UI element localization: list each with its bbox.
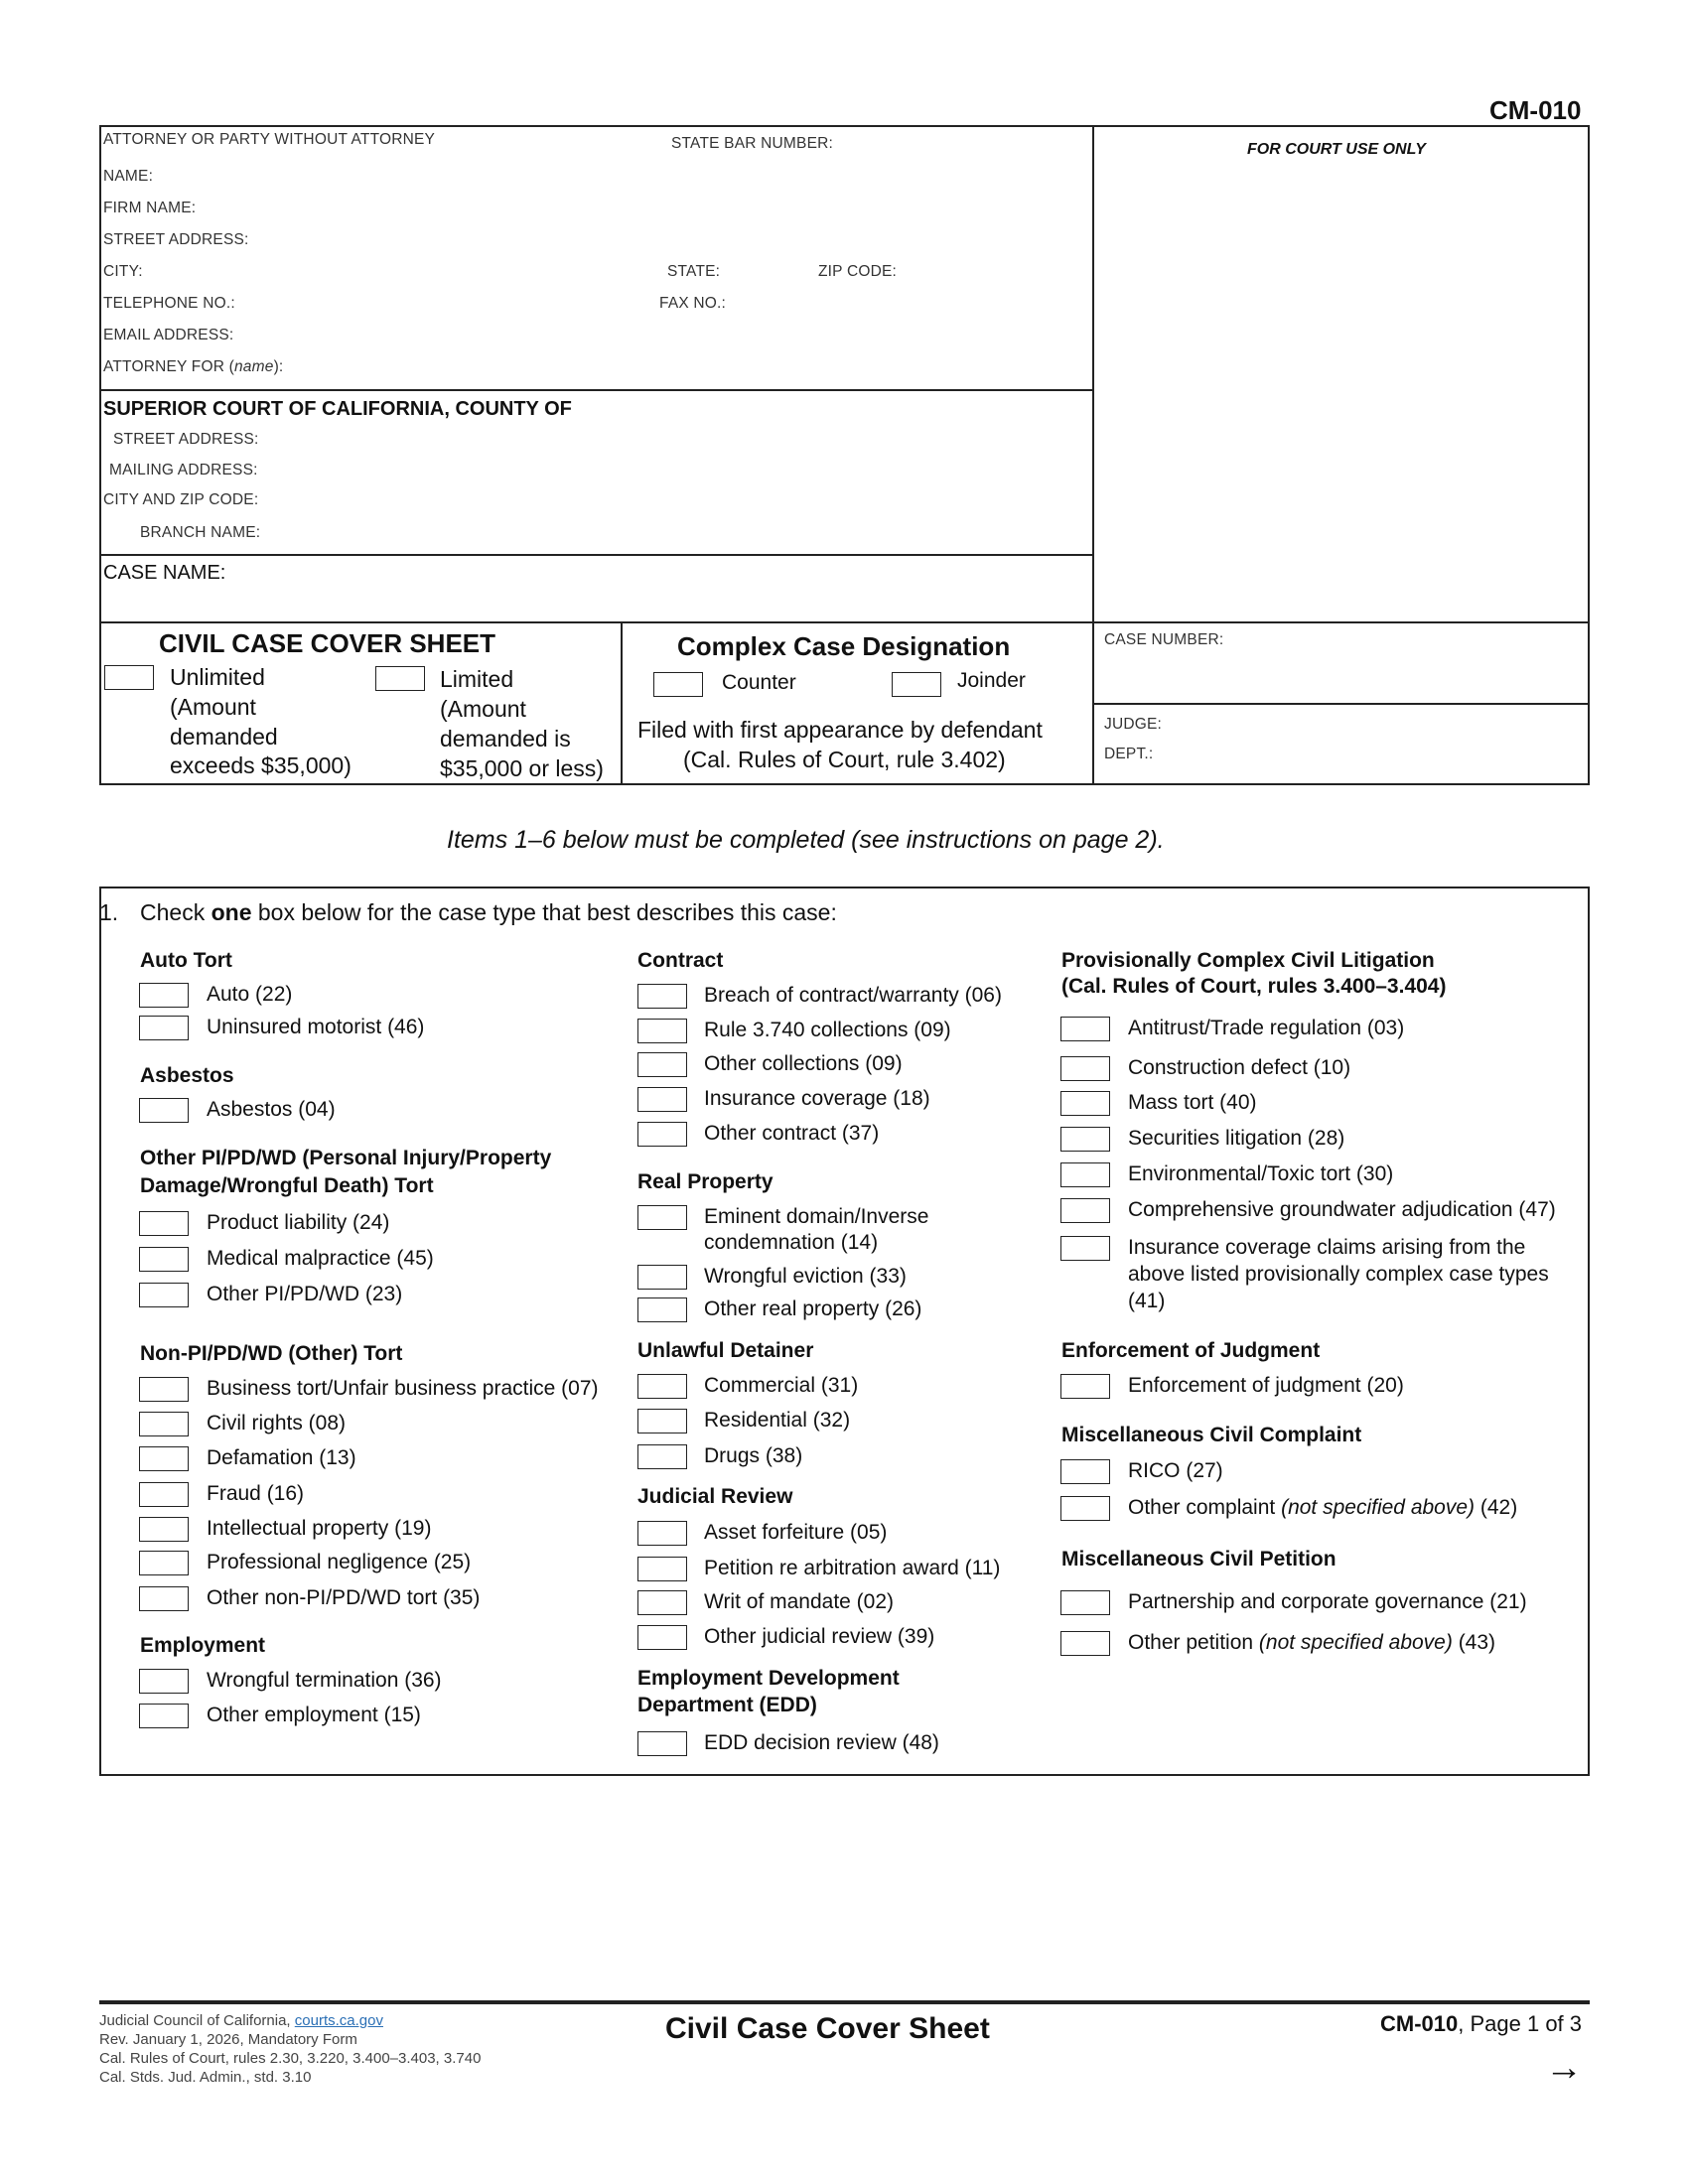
edd-heading-1: Employment Development <box>637 1667 900 1690</box>
court-mailing-label: MAILING ADDRESS: <box>109 462 258 478</box>
asset-forfeiture-label: Asset forfeiture (05) <box>704 1521 888 1544</box>
wrongful-termination-checkbox[interactable] <box>139 1669 189 1694</box>
product-liability-label: Product liability (24) <box>207 1211 390 1234</box>
fraud-label: Fraud (16) <box>207 1482 305 1505</box>
counter-label: Counter <box>722 671 796 694</box>
email-input[interactable] <box>248 325 1082 344</box>
real-property-heading: Real Property <box>637 1170 774 1193</box>
uninsured-label: Uninsured motorist (46) <box>207 1016 425 1038</box>
other-complaint-italic: (not specified above) <box>1281 1496 1476 1519</box>
partnership-label: Partnership and corporate governance (21) <box>1128 1590 1527 1613</box>
commercial-label: Commercial (31) <box>704 1374 859 1397</box>
drugs-checkbox[interactable] <box>637 1444 687 1469</box>
auto-tort-heading: Auto Tort <box>140 949 232 972</box>
rico-checkbox[interactable] <box>1060 1459 1110 1484</box>
footer-council-text: Judicial Council of California, <box>99 2012 295 2029</box>
business-tort-label: Business tort/Unfair business practice (07) <box>207 1377 599 1400</box>
item1-instruction <box>140 899 837 926</box>
mass-tort-checkbox[interactable] <box>1060 1091 1110 1116</box>
limited-desc-2: demanded is <box>440 726 571 751</box>
intellectual-property-label: Intellectual property (19) <box>207 1517 432 1540</box>
other-complaint-checkbox[interactable] <box>1060 1496 1110 1521</box>
unlimited-label: Unlimited <box>170 664 265 690</box>
other-petition-label <box>1128 1631 1495 1655</box>
divider-casename <box>99 621 1590 623</box>
petition-arbitration-checkbox[interactable] <box>637 1557 687 1581</box>
asset-forfeiture-checkbox[interactable] <box>637 1521 687 1546</box>
items-note: Items 1–6 below must be completed (see instructions on page 2). <box>447 826 1165 854</box>
defamation-checkbox[interactable] <box>139 1446 189 1471</box>
state-bar-label: STATE BAR NUMBER: <box>671 135 834 152</box>
court-branch-input[interactable] <box>273 522 1077 542</box>
court-city-zip-input[interactable] <box>273 489 1077 509</box>
securities-checkbox[interactable] <box>1060 1127 1110 1152</box>
other-real-property-checkbox[interactable] <box>637 1297 687 1322</box>
petition-arbitration-label: Petition re arbitration award (11) <box>704 1557 1001 1579</box>
footer-stds: Cal. Stds. Jud. Admin., std. 3.10 <box>99 2069 312 2086</box>
item1-frame-top <box>99 887 1590 888</box>
street-label: STREET ADDRESS: <box>103 231 249 248</box>
wrongful-termination-label: Wrongful termination (36) <box>207 1669 442 1692</box>
limited-desc-1: (Amount <box>440 696 526 722</box>
complex-note-2: (Cal. Rules of Court, rule 3.402) <box>683 747 1006 772</box>
case-name-input[interactable] <box>103 590 1081 615</box>
limited-desc-3: $35,000 or less) <box>440 755 604 781</box>
other-petition-italic: (not specified above) <box>1258 1631 1453 1654</box>
other-complaint-label <box>1128 1496 1517 1520</box>
other-petition-pre: Other petition <box>1128 1631 1259 1654</box>
state-bar-input[interactable] <box>854 133 1082 153</box>
other-collections-checkbox[interactable] <box>637 1052 687 1077</box>
other-complaint-pre: Other complaint <box>1128 1496 1282 1519</box>
civil-rights-label: Civil rights (08) <box>207 1412 347 1434</box>
cover-title: CIVIL CASE COVER SHEET <box>159 628 496 658</box>
breach-checkbox[interactable] <box>637 984 687 1009</box>
groundwater-label: Comprehensive groundwater adjudication (47) <box>1128 1198 1556 1221</box>
complex-title: Complex Case Designation <box>677 631 1011 661</box>
zip-input[interactable] <box>906 261 1084 281</box>
breach-label: Breach of contract/warranty (06) <box>704 984 1002 1007</box>
frame-right <box>1588 125 1590 785</box>
judicial-review-heading: Judicial Review <box>637 1485 793 1508</box>
insurance-claims-checkbox[interactable] <box>1060 1236 1110 1261</box>
unlimited-desc-3: exceeds $35,000) <box>170 752 352 778</box>
rule-3740-checkbox[interactable] <box>637 1019 687 1043</box>
antitrust-label: Antitrust/Trade regulation (03) <box>1128 1017 1405 1039</box>
antitrust-checkbox[interactable] <box>1060 1017 1110 1041</box>
other-petition-post: (43) <box>1452 1631 1496 1654</box>
attorney-header: ATTORNEY OR PARTY WITHOUT ATTORNEY <box>103 131 436 148</box>
limited-checkbox[interactable] <box>375 666 425 691</box>
auto-label: Auto (22) <box>207 983 293 1006</box>
eminent-domain-checkbox[interactable] <box>637 1205 687 1230</box>
rico-label: RICO (27) <box>1128 1459 1223 1482</box>
phone-input[interactable] <box>248 293 645 313</box>
judge-input[interactable] <box>1172 714 1579 734</box>
provisional-heading-2: (Cal. Rules of Court, rules 3.400–3.404) <box>1061 975 1447 998</box>
unlimited-checkbox[interactable] <box>104 665 154 690</box>
item1-frame-right <box>1588 887 1590 1776</box>
city-label: CITY: <box>103 263 143 280</box>
other-pi-heading-1: Other PI/PD/WD (Personal Injury/Property <box>140 1147 552 1169</box>
name-label: NAME: <box>103 168 154 185</box>
item1-bold: one <box>211 899 252 925</box>
other-pi-checkbox[interactable] <box>139 1283 189 1307</box>
construction-defect-checkbox[interactable] <box>1060 1056 1110 1081</box>
case-number-label: CASE NUMBER: <box>1104 631 1224 648</box>
next-page-arrow-icon[interactable]: → <box>1545 2047 1583 2089</box>
case-name-label: CASE NAME: <box>103 562 226 584</box>
uninsured-checkbox[interactable] <box>139 1016 189 1040</box>
mass-tort-label: Mass tort (40) <box>1128 1091 1257 1114</box>
other-judicial-review-checkbox[interactable] <box>637 1625 687 1650</box>
attorney-for-prefix: ATTORNEY FOR ( <box>103 358 234 375</box>
other-contract-label: Other contract (37) <box>704 1122 880 1145</box>
firm-label: FIRM NAME: <box>103 200 197 216</box>
rule-3740-label: Rule 3.740 collections (09) <box>704 1019 951 1041</box>
insurance-claims-label-1: Insurance coverage claims arising from the <box>1128 1236 1526 1259</box>
other-non-pi-checkbox[interactable] <box>139 1586 189 1611</box>
other-judicial-review-label: Other judicial review (39) <box>704 1625 935 1648</box>
non-pi-heading: Non-PI/PD/WD (Other) Tort <box>140 1342 403 1365</box>
state-label: STATE: <box>667 263 721 280</box>
footer-form-number: CM-010 <box>1380 2011 1459 2036</box>
footer-title: Civil Case Cover Sheet <box>665 2012 990 2045</box>
other-non-pi-label: Other non-PI/PD/WD tort (35) <box>207 1586 481 1609</box>
auto-checkbox[interactable] <box>139 983 189 1008</box>
state-input[interactable] <box>730 261 809 281</box>
drugs-label: Drugs (38) <box>704 1444 803 1467</box>
counter-checkbox[interactable] <box>653 672 703 697</box>
zip-label: ZIP CODE: <box>818 263 898 280</box>
item1-post: box below for the case type that best describes this case: <box>251 899 837 925</box>
unlimited-desc-1: (Amount <box>170 694 256 720</box>
attorney-for-input[interactable] <box>298 356 1082 376</box>
writ-mandate-label: Writ of mandate (02) <box>704 1590 895 1613</box>
edd-checkbox[interactable] <box>637 1731 687 1756</box>
partnership-checkbox[interactable] <box>1060 1590 1110 1615</box>
other-complaint-post: (42) <box>1475 1496 1518 1519</box>
judge-label: JUDGE: <box>1104 716 1163 733</box>
fax-input[interactable] <box>735 293 1082 313</box>
item1-number: 1. <box>99 899 119 925</box>
asbestos-checkbox[interactable] <box>139 1098 189 1123</box>
dept-label: DEPT.: <box>1104 746 1154 762</box>
intellectual-property-checkbox[interactable] <box>139 1517 189 1542</box>
other-employment-label: Other employment (15) <box>207 1704 421 1726</box>
edd-heading-2: Department (EDD) <box>637 1694 817 1716</box>
item1-frame-bottom <box>99 1774 1590 1776</box>
misc-complaint-heading: Miscellaneous Civil Complaint <box>1061 1424 1362 1446</box>
business-tort-checkbox[interactable] <box>139 1377 189 1402</box>
name-input[interactable] <box>164 166 1077 186</box>
court-title: SUPERIOR COURT OF CALIFORNIA, COUNTY OF <box>103 398 572 420</box>
city-input[interactable] <box>149 261 655 281</box>
writ-mandate-checkbox[interactable] <box>637 1590 687 1615</box>
divider-court <box>99 554 1093 556</box>
employment-heading: Employment <box>140 1634 266 1657</box>
insurance-claims-label-3: (41) <box>1128 1290 1166 1312</box>
footer-page <box>1380 2011 1582 2037</box>
unlimited-desc-2: demanded <box>170 724 278 750</box>
footer-courts-link[interactable]: courts.ca.gov <box>294 2012 383 2029</box>
edd-label: EDD decision review (48) <box>704 1731 939 1754</box>
insurance-coverage-checkbox[interactable] <box>637 1087 687 1112</box>
other-real-property-label: Other real property (26) <box>704 1297 922 1320</box>
phone-label: TELEPHONE NO.: <box>103 295 235 312</box>
other-pi-heading-2: Damage/Wrongful Death) Tort <box>140 1174 434 1197</box>
divider-attorney <box>99 389 1093 391</box>
divider-casenum <box>1092 703 1590 705</box>
joinder-checkbox[interactable] <box>892 672 941 697</box>
groundwater-checkbox[interactable] <box>1060 1198 1110 1223</box>
attorney-for-suffix: ): <box>273 358 284 375</box>
eminent-domain-label-2: condemnation (14) <box>704 1231 879 1254</box>
environmental-label: Environmental/Toxic tort (30) <box>1128 1162 1394 1185</box>
commercial-checkbox[interactable] <box>637 1374 687 1399</box>
frame-left <box>99 125 101 785</box>
securities-label: Securities litigation (28) <box>1128 1127 1345 1150</box>
misc-petition-heading: Miscellaneous Civil Petition <box>1061 1548 1336 1570</box>
footer-council <box>99 2012 383 2029</box>
fax-label: FAX NO.: <box>659 295 727 312</box>
footer-rule <box>99 2000 1590 2004</box>
insurance-claims-label-2: above listed provisionally complex case types <box>1128 1263 1549 1286</box>
wrongful-eviction-checkbox[interactable] <box>637 1265 687 1290</box>
defamation-label: Defamation (13) <box>207 1446 356 1469</box>
residential-checkbox[interactable] <box>637 1409 687 1433</box>
court-mailing-input[interactable] <box>273 460 1077 479</box>
court-use-label: FOR COURT USE ONLY <box>1247 141 1426 158</box>
form-number: CM-010 <box>1489 95 1582 125</box>
limited-label: Limited <box>440 666 514 692</box>
medical-malpractice-label: Medical malpractice (45) <box>207 1247 434 1270</box>
asbestos-heading: Asbestos <box>140 1064 234 1087</box>
joinder-label: Joinder <box>957 669 1026 692</box>
firm-input[interactable] <box>209 198 1082 217</box>
construction-defect-label: Construction defect (10) <box>1128 1056 1351 1079</box>
divider-cover <box>621 621 623 784</box>
professional-negligence-label: Professional negligence (25) <box>207 1551 472 1573</box>
attorney-for-name-hint: name <box>233 358 274 375</box>
provisional-heading-1: Provisionally Complex Civil Litigation <box>1061 949 1435 972</box>
item1-frame-left <box>99 887 101 1776</box>
fraud-checkbox[interactable] <box>139 1482 189 1507</box>
environmental-checkbox[interactable] <box>1060 1162 1110 1187</box>
dept-input[interactable] <box>1172 744 1579 763</box>
enforcement-label: Enforcement of judgment (20) <box>1128 1374 1404 1397</box>
footer-rules: Cal. Rules of Court, rules 2.30, 3.220, 3.400–3.403, 3.740 <box>99 2050 482 2067</box>
street-input[interactable] <box>263 229 1077 249</box>
frame-mid-divider <box>1092 125 1094 785</box>
unlawful-detainer-heading: Unlawful Detainer <box>637 1339 814 1362</box>
residential-label: Residential (32) <box>704 1409 851 1432</box>
frame-bottom <box>99 783 1590 785</box>
eminent-domain-label-1: Eminent domain/Inverse <box>704 1205 929 1228</box>
other-employment-checkbox[interactable] <box>139 1704 189 1728</box>
frame-top <box>99 125 1590 127</box>
footer-rev: Rev. January 1, 2026, Mandatory Form <box>99 2031 357 2048</box>
court-street-label: STREET ADDRESS: <box>113 431 259 448</box>
complex-note-1: Filed with first appearance by defendant <box>637 717 1043 743</box>
court-city-zip-label: CITY AND ZIP CODE: <box>103 491 259 508</box>
professional-negligence-checkbox[interactable] <box>139 1551 189 1575</box>
court-street-input[interactable] <box>273 429 1077 449</box>
other-pi-label: Other PI/PD/WD (23) <box>207 1283 403 1305</box>
case-number-input[interactable] <box>1104 659 1576 689</box>
item1-pre: Check <box>140 899 211 925</box>
civil-rights-checkbox[interactable] <box>139 1412 189 1436</box>
other-contract-checkbox[interactable] <box>637 1122 687 1147</box>
insurance-coverage-label: Insurance coverage (18) <box>704 1087 930 1110</box>
medical-malpractice-checkbox[interactable] <box>139 1247 189 1272</box>
attorney-for-label <box>103 358 283 376</box>
court-branch-label: BRANCH NAME: <box>140 524 261 541</box>
other-collections-label: Other collections (09) <box>704 1052 903 1075</box>
product-liability-checkbox[interactable] <box>139 1211 189 1236</box>
email-label: EMAIL ADDRESS: <box>103 327 234 343</box>
enforcement-checkbox[interactable] <box>1060 1374 1110 1399</box>
contract-heading: Contract <box>637 949 724 972</box>
enforcement-heading: Enforcement of Judgment <box>1061 1339 1321 1362</box>
other-petition-checkbox[interactable] <box>1060 1631 1110 1656</box>
footer-page-number: , Page 1 of 3 <box>1458 2011 1583 2036</box>
wrongful-eviction-label: Wrongful eviction (33) <box>704 1265 907 1288</box>
asbestos-label: Asbestos (04) <box>207 1098 336 1121</box>
